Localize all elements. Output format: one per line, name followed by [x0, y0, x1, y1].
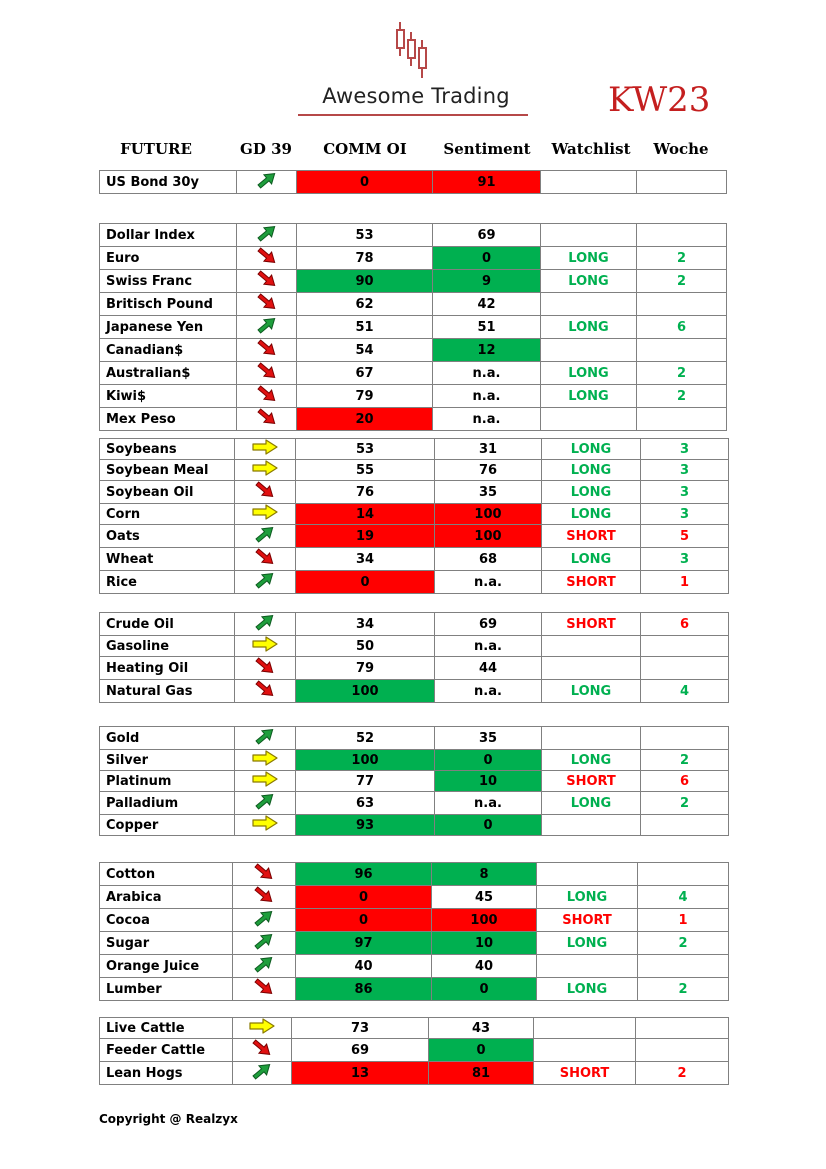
woche-cell: 2	[637, 385, 727, 408]
trend-down-arrow-icon	[256, 247, 278, 269]
future-name-cell: Arabica	[100, 886, 233, 909]
trend-sideways-arrow-icon	[249, 1018, 275, 1038]
watchlist-cell	[542, 727, 641, 750]
copyright: Copyright @ Realzyx	[99, 1112, 238, 1126]
trend-down-arrow-icon	[253, 886, 275, 908]
sentiment-cell: 8	[432, 863, 537, 886]
comm-oi-cell: 93	[296, 815, 435, 836]
gd39-cell	[237, 247, 297, 270]
gd39-cell	[235, 548, 296, 571]
trend-up-arrow-icon	[253, 955, 275, 977]
table-row	[100, 636, 729, 657]
woche-cell: 2	[636, 1062, 729, 1085]
future-name-cell: Mex Peso	[100, 408, 237, 431]
comm-oi-cell: 79	[296, 657, 435, 680]
sentiment-cell: n.a.	[435, 792, 542, 815]
table-row	[100, 460, 729, 481]
woche-cell	[638, 863, 729, 886]
trend-sideways-arrow-icon	[252, 439, 278, 459]
futures-table-group	[99, 862, 729, 1001]
watchlist-cell: LONG	[542, 504, 641, 525]
trend-sideways-arrow-icon	[252, 636, 278, 656]
future-name-cell: Lumber	[100, 978, 233, 1001]
sentiment-cell: n.a.	[433, 408, 541, 431]
gd39-cell	[233, 978, 296, 1001]
woche-cell: 2	[637, 247, 727, 270]
future-name-cell: Orange Juice	[100, 955, 233, 978]
comm-oi-cell: 78	[297, 247, 433, 270]
gd39-cell	[235, 750, 296, 771]
comm-oi-cell: 86	[296, 978, 432, 1001]
gd39-cell	[235, 636, 296, 657]
table-row	[100, 171, 727, 194]
table-row	[100, 750, 729, 771]
watchlist-cell	[542, 657, 641, 680]
table-row	[100, 771, 729, 792]
comm-oi-cell: 77	[296, 771, 435, 792]
future-name-cell: Kiwi$	[100, 385, 237, 408]
week-label: KW23	[608, 80, 711, 120]
gd39-cell	[235, 504, 296, 525]
trend-sideways-arrow-icon	[252, 815, 278, 835]
header-woche: Woche	[653, 140, 709, 158]
trend-up-arrow-icon	[253, 909, 275, 931]
trend-sideways-arrow-icon	[252, 771, 278, 791]
table-row	[100, 815, 729, 836]
comm-oi-cell: 51	[297, 316, 433, 339]
gd39-cell	[237, 293, 297, 316]
trend-up-arrow-icon	[256, 224, 278, 246]
sentiment-cell: 100	[435, 504, 542, 525]
gd39-cell	[235, 815, 296, 836]
watchlist-cell	[537, 863, 638, 886]
sentiment-cell: n.a.	[435, 636, 542, 657]
future-name-cell: Lean Hogs	[100, 1062, 233, 1085]
table-row	[100, 792, 729, 815]
comm-oi-cell: 34	[296, 613, 435, 636]
watchlist-cell: SHORT	[542, 613, 641, 636]
sentiment-cell: 69	[435, 613, 542, 636]
trend-up-arrow-icon	[254, 727, 276, 749]
sentiment-cell: 76	[435, 460, 542, 481]
comm-oi-cell: 50	[296, 636, 435, 657]
table-row	[100, 247, 727, 270]
table-row	[100, 932, 729, 955]
table-row	[100, 548, 729, 571]
watchlist-cell	[541, 293, 637, 316]
woche-cell	[637, 224, 727, 247]
watchlist-cell: LONG	[542, 680, 641, 703]
trend-up-arrow-icon	[254, 613, 276, 635]
watchlist-cell: LONG	[542, 792, 641, 815]
future-name-cell: Dollar Index	[100, 224, 237, 247]
woche-cell: 2	[637, 362, 727, 385]
table-row	[100, 481, 729, 504]
sentiment-cell: n.a.	[433, 362, 541, 385]
woche-cell: 2	[641, 792, 729, 815]
header-comm-oi: COMM OI	[323, 140, 407, 158]
sentiment-cell: 0	[435, 750, 542, 771]
trend-down-arrow-icon	[256, 339, 278, 361]
comm-oi-cell: 96	[296, 863, 432, 886]
gd39-cell	[237, 270, 297, 293]
trend-down-arrow-icon	[254, 481, 276, 503]
gd39-cell	[233, 863, 296, 886]
trend-sideways-arrow-icon	[252, 504, 278, 524]
comm-oi-cell: 76	[296, 481, 435, 504]
woche-cell	[641, 815, 729, 836]
gd39-cell	[235, 439, 296, 460]
future-name-cell: Japanese Yen	[100, 316, 237, 339]
woche-cell: 6	[637, 316, 727, 339]
future-name-cell: Gold	[100, 727, 235, 750]
brand-name: Awesome Trading	[322, 84, 510, 108]
comm-oi-cell: 69	[292, 1039, 429, 1062]
trend-down-arrow-icon	[256, 270, 278, 292]
futures-table-group	[99, 170, 727, 194]
trend-down-arrow-icon	[256, 408, 278, 430]
comm-oi-cell: 54	[297, 339, 433, 362]
future-name-cell: Natural Gas	[100, 680, 235, 703]
sentiment-cell: 31	[435, 439, 542, 460]
future-name-cell: Swiss Franc	[100, 270, 237, 293]
watchlist-cell	[541, 408, 637, 431]
gd39-cell	[235, 792, 296, 815]
gd39-cell	[233, 932, 296, 955]
gd39-cell	[235, 571, 296, 594]
woche-cell	[638, 955, 729, 978]
future-name-cell: Oats	[100, 525, 235, 548]
woche-cell: 2	[637, 270, 727, 293]
gd39-cell	[237, 362, 297, 385]
comm-oi-cell: 14	[296, 504, 435, 525]
woche-cell	[637, 408, 727, 431]
watchlist-cell: LONG	[542, 750, 641, 771]
woche-cell: 2	[638, 978, 729, 1001]
table-row	[100, 613, 729, 636]
watchlist-cell: LONG	[542, 460, 641, 481]
woche-cell: 3	[641, 439, 729, 460]
woche-cell: 3	[641, 548, 729, 571]
watchlist-cell: LONG	[537, 886, 638, 909]
sentiment-cell: 43	[429, 1018, 534, 1039]
gd39-cell	[235, 771, 296, 792]
sentiment-cell: 35	[435, 727, 542, 750]
sentiment-cell: n.a.	[433, 385, 541, 408]
trend-up-arrow-icon	[256, 316, 278, 338]
table-row	[100, 439, 729, 460]
gd39-cell	[233, 909, 296, 932]
gd39-cell	[233, 1018, 292, 1039]
future-name-cell: Euro	[100, 247, 237, 270]
future-name-cell: Soybean Meal	[100, 460, 235, 481]
candlestick-logo-icon	[396, 22, 436, 80]
gd39-cell	[235, 613, 296, 636]
trend-down-arrow-icon	[254, 548, 276, 570]
comm-oi-cell: 19	[296, 525, 435, 548]
sentiment-cell: 100	[435, 525, 542, 548]
table-row	[100, 886, 729, 909]
gd39-cell	[235, 481, 296, 504]
comm-oi-cell: 40	[296, 955, 432, 978]
trend-up-arrow-icon	[254, 525, 276, 547]
trend-up-arrow-icon	[254, 571, 276, 593]
watchlist-cell	[537, 955, 638, 978]
gd39-cell	[233, 886, 296, 909]
gd39-cell	[237, 224, 297, 247]
sentiment-cell: n.a.	[435, 680, 542, 703]
future-name-cell: Cocoa	[100, 909, 233, 932]
table-row	[100, 909, 729, 932]
comm-oi-cell: 67	[297, 362, 433, 385]
sentiment-cell: 51	[433, 316, 541, 339]
table-row	[100, 680, 729, 703]
future-name-cell: Canadian$	[100, 339, 237, 362]
table-row	[100, 224, 727, 247]
watchlist-cell: SHORT	[537, 909, 638, 932]
future-name-cell: Sugar	[100, 932, 233, 955]
woche-cell	[636, 1039, 729, 1062]
table-row	[100, 408, 727, 431]
future-name-cell: Live Cattle	[100, 1018, 233, 1039]
comm-oi-cell: 0	[297, 171, 433, 194]
comm-oi-cell: 13	[292, 1062, 429, 1085]
comm-oi-cell: 100	[296, 750, 435, 771]
sentiment-cell: 10	[432, 932, 537, 955]
woche-cell	[637, 293, 727, 316]
comm-oi-cell: 97	[296, 932, 432, 955]
gd39-cell	[237, 408, 297, 431]
watchlist-cell: LONG	[541, 247, 637, 270]
gd39-cell	[235, 680, 296, 703]
sentiment-cell: 0	[432, 978, 537, 1001]
trend-sideways-arrow-icon	[252, 750, 278, 770]
woche-cell	[637, 339, 727, 362]
trend-down-arrow-icon	[254, 680, 276, 702]
sentiment-cell: 42	[433, 293, 541, 316]
comm-oi-cell: 63	[296, 792, 435, 815]
sentiment-cell: 91	[433, 171, 541, 194]
table-row	[100, 1039, 729, 1062]
gd39-cell	[235, 525, 296, 548]
table-row	[100, 727, 729, 750]
gd39-cell	[233, 955, 296, 978]
gd39-cell	[235, 657, 296, 680]
table-row	[100, 316, 727, 339]
trend-down-arrow-icon	[251, 1039, 273, 1061]
watchlist-cell: LONG	[541, 270, 637, 293]
watchlist-cell: LONG	[542, 548, 641, 571]
sentiment-cell: 45	[432, 886, 537, 909]
future-name-cell: Australian$	[100, 362, 237, 385]
woche-cell: 4	[641, 680, 729, 703]
trend-down-arrow-icon	[256, 293, 278, 315]
future-name-cell: Silver	[100, 750, 235, 771]
gd39-cell	[237, 385, 297, 408]
watchlist-cell: LONG	[541, 362, 637, 385]
gd39-cell	[233, 1062, 292, 1085]
comm-oi-cell: 73	[292, 1018, 429, 1039]
sentiment-cell: 0	[433, 247, 541, 270]
sentiment-cell: 69	[433, 224, 541, 247]
sentiment-cell: 100	[432, 909, 537, 932]
trend-down-arrow-icon	[254, 657, 276, 679]
table-row	[100, 525, 729, 548]
woche-cell: 1	[641, 571, 729, 594]
trend-down-arrow-icon	[256, 385, 278, 407]
comm-oi-cell: 52	[296, 727, 435, 750]
watchlist-cell	[534, 1039, 636, 1062]
table-row	[100, 955, 729, 978]
woche-cell: 2	[641, 750, 729, 771]
woche-cell: 4	[638, 886, 729, 909]
futures-table-group	[99, 612, 729, 703]
watchlist-cell	[542, 815, 641, 836]
watchlist-cell	[541, 224, 637, 247]
futures-table-group	[99, 438, 729, 594]
sentiment-cell: 44	[435, 657, 542, 680]
futures-table-group	[99, 223, 727, 431]
sentiment-cell: 0	[429, 1039, 534, 1062]
woche-cell: 3	[641, 504, 729, 525]
watchlist-cell: LONG	[542, 439, 641, 460]
comm-oi-cell: 34	[296, 548, 435, 571]
comm-oi-cell: 90	[297, 270, 433, 293]
brand-underline	[298, 114, 528, 116]
watchlist-cell: SHORT	[542, 525, 641, 548]
table-row	[100, 1018, 729, 1039]
gd39-cell	[237, 316, 297, 339]
header-gd39: GD 39	[240, 140, 292, 158]
futures-table-group	[99, 726, 729, 836]
future-name-cell: Soybeans	[100, 439, 235, 460]
sentiment-cell: 10	[435, 771, 542, 792]
comm-oi-cell: 53	[297, 224, 433, 247]
gd39-cell	[233, 1039, 292, 1062]
woche-cell: 6	[641, 613, 729, 636]
futures-table-group	[99, 1017, 729, 1085]
trend-up-arrow-icon	[254, 792, 276, 814]
header-sentiment: Sentiment	[443, 140, 531, 158]
trend-up-arrow-icon	[251, 1062, 273, 1084]
gd39-cell	[235, 460, 296, 481]
header-future: FUTURE	[120, 140, 192, 158]
comm-oi-cell: 0	[296, 909, 432, 932]
watchlist-cell: LONG	[537, 978, 638, 1001]
future-name-cell: Platinum	[100, 771, 235, 792]
sentiment-cell: 12	[433, 339, 541, 362]
sentiment-cell: 81	[429, 1062, 534, 1085]
gd39-cell	[237, 171, 297, 194]
watchlist-cell	[534, 1018, 636, 1039]
woche-cell: 2	[638, 932, 729, 955]
future-name-cell: Corn	[100, 504, 235, 525]
woche-cell: 1	[638, 909, 729, 932]
woche-cell	[636, 1018, 729, 1039]
future-name-cell: Heating Oil	[100, 657, 235, 680]
comm-oi-cell: 53	[296, 439, 435, 460]
woche-cell: 6	[641, 771, 729, 792]
table-row	[100, 270, 727, 293]
future-name-cell: Britisch Pound	[100, 293, 237, 316]
sentiment-cell: 0	[435, 815, 542, 836]
trend-up-arrow-icon	[253, 932, 275, 954]
comm-oi-cell: 0	[296, 571, 435, 594]
comm-oi-cell: 62	[297, 293, 433, 316]
sentiment-cell: 40	[432, 955, 537, 978]
table-row	[100, 571, 729, 594]
table-row	[100, 339, 727, 362]
table-row	[100, 863, 729, 886]
table-row	[100, 362, 727, 385]
comm-oi-cell: 20	[297, 408, 433, 431]
trend-down-arrow-icon	[256, 362, 278, 384]
watchlist-cell	[541, 171, 637, 194]
sentiment-cell: n.a.	[435, 571, 542, 594]
gd39-cell	[235, 727, 296, 750]
table-row	[100, 657, 729, 680]
table-row	[100, 978, 729, 1001]
watchlist-cell: LONG	[541, 316, 637, 339]
future-name-cell: Wheat	[100, 548, 235, 571]
woche-cell	[641, 657, 729, 680]
sentiment-cell: 9	[433, 270, 541, 293]
watchlist-cell	[542, 636, 641, 657]
watchlist-cell: SHORT	[542, 771, 641, 792]
gd39-cell	[237, 339, 297, 362]
sentiment-cell: 35	[435, 481, 542, 504]
woche-cell: 3	[641, 481, 729, 504]
woche-cell: 5	[641, 525, 729, 548]
future-name-cell: Gasoline	[100, 636, 235, 657]
watchlist-cell: LONG	[537, 932, 638, 955]
header-watchlist: Watchlist	[551, 140, 631, 158]
watchlist-cell	[541, 339, 637, 362]
watchlist-cell: SHORT	[542, 571, 641, 594]
future-name-cell: Palladium	[100, 792, 235, 815]
future-name-cell: US Bond 30y	[100, 171, 237, 194]
comm-oi-cell: 55	[296, 460, 435, 481]
table-row	[100, 293, 727, 316]
trend-sideways-arrow-icon	[252, 460, 278, 480]
future-name-cell: Cotton	[100, 863, 233, 886]
future-name-cell: Soybean Oil	[100, 481, 235, 504]
watchlist-cell: SHORT	[534, 1062, 636, 1085]
table-row	[100, 385, 727, 408]
table-row	[100, 504, 729, 525]
watchlist-cell: LONG	[542, 481, 641, 504]
woche-cell: 3	[641, 460, 729, 481]
woche-cell	[641, 636, 729, 657]
sentiment-cell: 68	[435, 548, 542, 571]
future-name-cell: Crude Oil	[100, 613, 235, 636]
woche-cell	[637, 171, 727, 194]
watchlist-cell: LONG	[541, 385, 637, 408]
future-name-cell: Rice	[100, 571, 235, 594]
comm-oi-cell: 79	[297, 385, 433, 408]
future-name-cell: Feeder Cattle	[100, 1039, 233, 1062]
comm-oi-cell: 0	[296, 886, 432, 909]
trend-down-arrow-icon	[253, 978, 275, 1000]
trend-down-arrow-icon	[253, 863, 275, 885]
trend-up-arrow-icon	[256, 171, 278, 193]
woche-cell	[641, 727, 729, 750]
comm-oi-cell: 100	[296, 680, 435, 703]
table-row	[100, 1062, 729, 1085]
future-name-cell: Copper	[100, 815, 235, 836]
